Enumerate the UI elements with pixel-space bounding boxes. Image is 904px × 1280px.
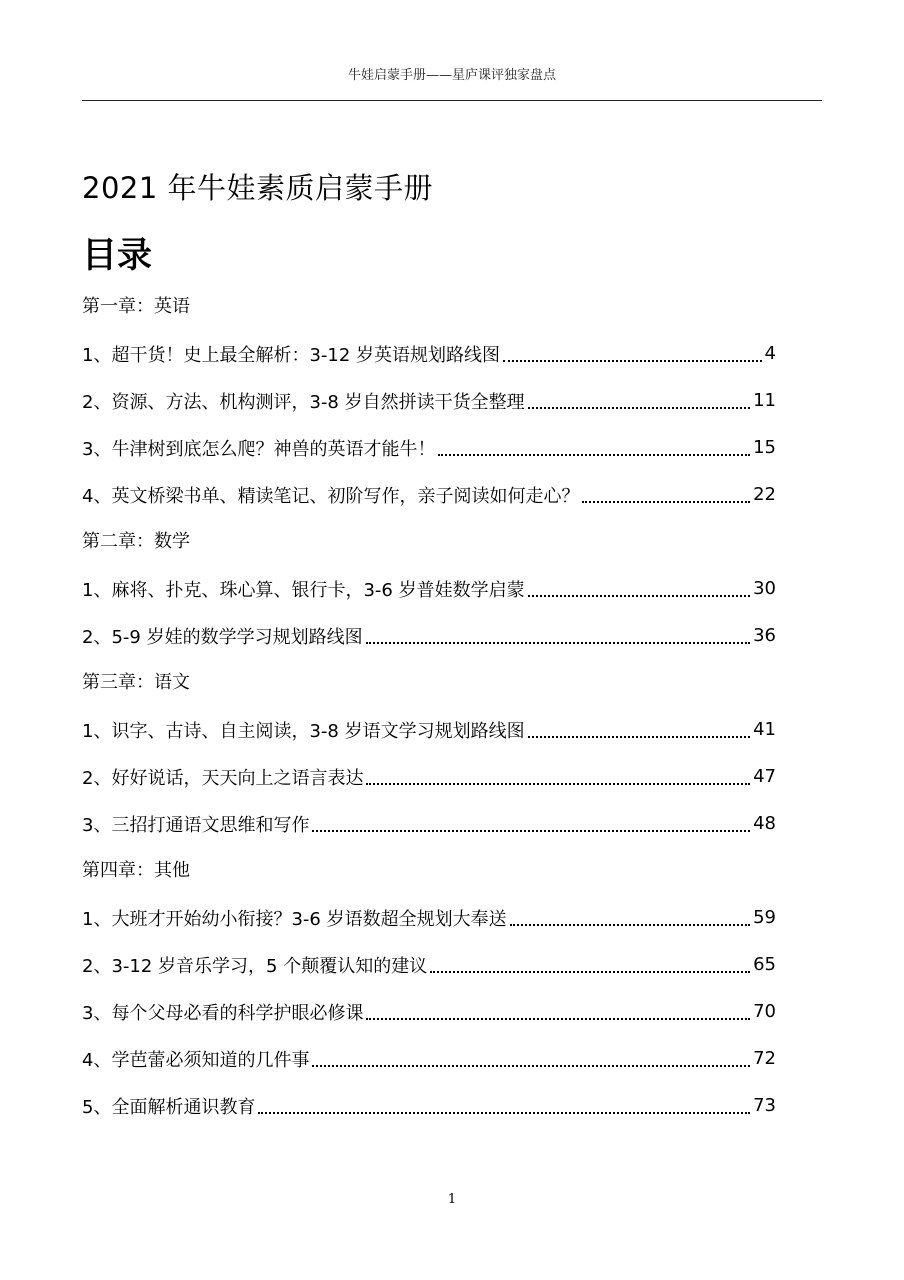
entry-page-number: 73 — [753, 1095, 776, 1116]
entry-number: 2、 — [82, 955, 112, 977]
toc-entry[interactable] — [82, 894, 776, 941]
entry-number: 3、 — [82, 438, 112, 460]
toc-entry[interactable] — [82, 988, 776, 1035]
dot-leader — [312, 1065, 750, 1067]
dot-leader — [430, 971, 750, 973]
toc-heading: 目录 — [82, 236, 153, 276]
entry-title: 牛津树到底怎么爬？神兽的英语才能牛！ — [111, 438, 436, 460]
chapter-heading-other: 第四章：其他 — [82, 860, 190, 881]
dot-leader — [366, 783, 750, 785]
toc-entry[interactable] — [82, 377, 776, 424]
header-divider — [82, 100, 822, 101]
entry-page-number: 47 — [753, 766, 776, 787]
entry-title: 好好说话，天天向上之语言表达 — [111, 767, 364, 789]
dot-leader — [528, 595, 751, 597]
toc-entry[interactable] — [82, 706, 776, 753]
entry-title: 每个父母必看的科学护眼必修课 — [111, 1002, 364, 1024]
document-title: 2021 年牛娃素质启蒙手册 — [82, 171, 434, 205]
toc-entry[interactable] — [82, 612, 776, 659]
dot-leader — [510, 924, 751, 926]
dot-leader — [582, 501, 750, 503]
running-header: 牛娃启蒙手册——星庐课评独家盘点 — [347, 68, 556, 83]
chapter-heading-english: 第一章：英语 — [82, 296, 190, 317]
entry-title: 大班才开始幼小衔接？3-6 岁语数超全规划大奉送 — [111, 908, 507, 930]
dot-leader — [438, 454, 750, 456]
entry-page-number: 22 — [753, 484, 776, 505]
toc-entry[interactable] — [82, 565, 776, 612]
entry-number: 3、 — [82, 1002, 112, 1024]
dot-leader — [503, 360, 762, 362]
entry-title: 5-9 岁娃的数学学习规划路线图 — [111, 626, 363, 648]
dot-leader — [366, 642, 751, 644]
entry-page-number: 70 — [753, 1001, 776, 1022]
entry-number: 2、 — [82, 391, 112, 413]
entry-title: 英文桥梁书单、精读笔记、初阶写作，亲子阅读如何走心？ — [111, 485, 580, 507]
entry-page-number: 59 — [753, 907, 776, 928]
dot-leader — [528, 736, 751, 738]
entry-title: 3-12 岁音乐学习，5 个颠覆认知的建议 — [111, 955, 428, 977]
entry-page-number: 4 — [764, 343, 776, 364]
toc-entry[interactable] — [82, 424, 776, 471]
dot-leader — [312, 830, 750, 832]
entry-title: 麻将、扑克、珠心算、银行卡，3-6 岁普娃数学启蒙 — [111, 579, 525, 601]
table-of-contents — [82, 283, 776, 1129]
entry-title: 三招打通语文思维和写作 — [111, 814, 310, 836]
entry-page-number: 15 — [753, 437, 776, 458]
entry-page-number: 65 — [753, 954, 776, 975]
dot-leader — [258, 1112, 750, 1114]
entry-page-number: 72 — [753, 1048, 776, 1069]
entry-title: 资源、方法、机构测评，3-8 岁自然拼读干货全整理 — [111, 391, 525, 413]
entry-page-number: 30 — [753, 578, 776, 599]
entry-page-number: 48 — [753, 813, 776, 834]
entry-title: 识字、古诗、自主阅读，3-8 岁语文学习规划路线图 — [111, 720, 525, 742]
dot-leader — [366, 1018, 750, 1020]
toc-entry[interactable] — [82, 330, 776, 377]
toc-entry[interactable] — [82, 1082, 776, 1129]
chapter-heading-chinese: 第三章：语文 — [82, 672, 190, 693]
entry-number: 4、 — [82, 1049, 112, 1071]
entry-number: 1、 — [82, 720, 112, 742]
entry-page-number: 36 — [753, 625, 776, 646]
entry-number: 5、 — [82, 1096, 112, 1118]
entry-number: 1、 — [82, 344, 112, 366]
dot-leader — [528, 407, 751, 409]
toc-entry[interactable] — [82, 1035, 776, 1082]
entry-number: 1、 — [82, 579, 112, 601]
entry-number: 3、 — [82, 814, 112, 836]
entry-page-number: 11 — [753, 390, 776, 411]
entry-page-number: 41 — [753, 719, 776, 740]
entry-number: 4、 — [82, 485, 112, 507]
entry-number: 2、 — [82, 626, 112, 648]
entry-number: 1、 — [82, 908, 112, 930]
toc-entry[interactable] — [82, 753, 776, 800]
toc-entry[interactable] — [82, 941, 776, 988]
entry-title: 学芭蕾必须知道的几件事 — [111, 1049, 310, 1071]
chapter-heading-math: 第二章：数学 — [82, 531, 190, 552]
page-number: 1 — [447, 1192, 457, 1207]
entry-number: 2、 — [82, 767, 112, 789]
entry-title: 超干货！史上最全解析：3-12 岁英语规划路线图 — [111, 344, 501, 366]
entry-title: 全面解析通识教育 — [111, 1096, 256, 1118]
toc-entry[interactable] — [82, 471, 776, 518]
toc-entry[interactable] — [82, 800, 776, 847]
